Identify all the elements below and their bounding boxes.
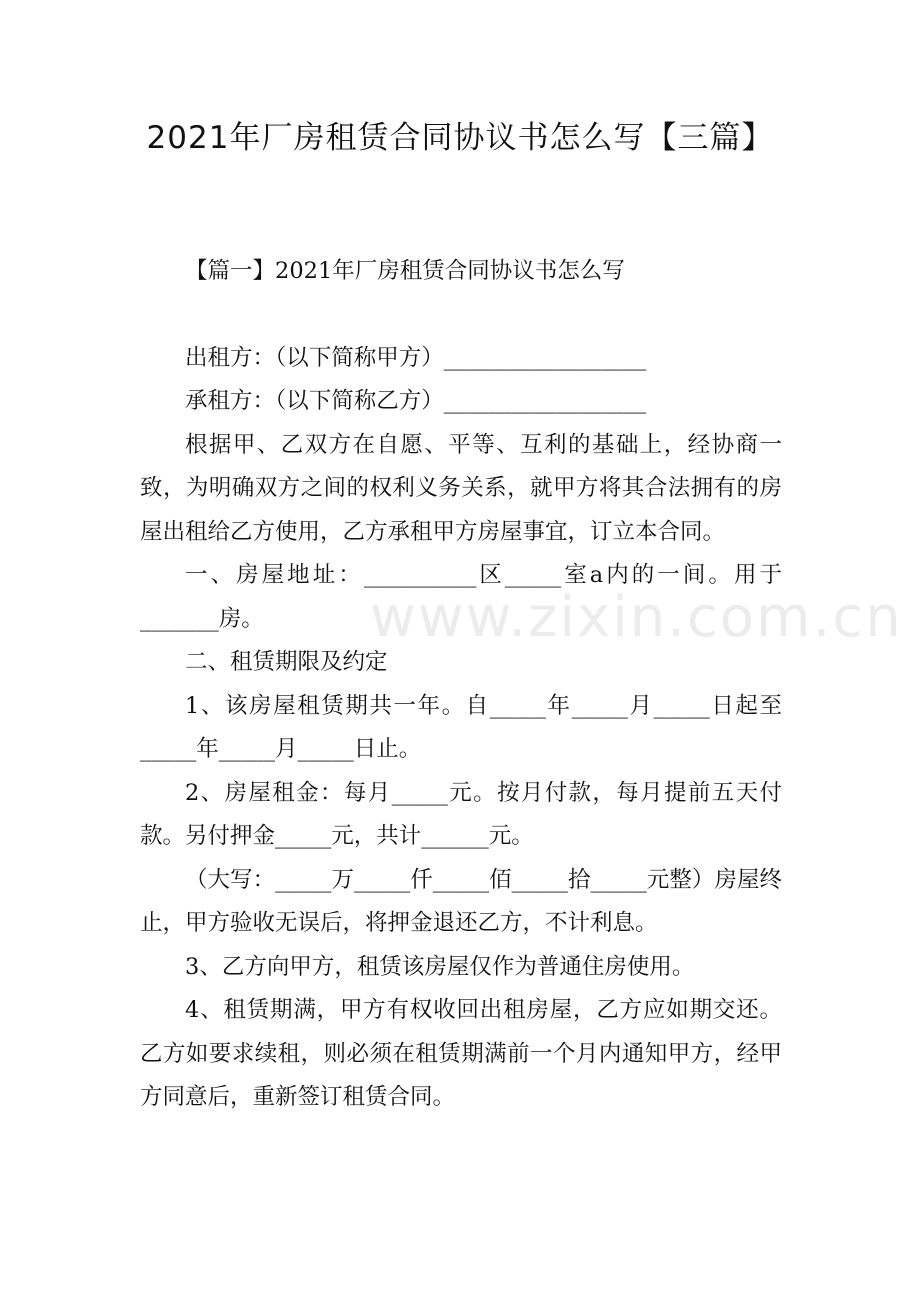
- paragraph-lessor: 出租方：（以下简称甲方）__________________: [185, 344, 647, 371]
- paragraph-term-heading: 二、租赁期限及约定: [185, 649, 388, 675]
- paragraph-usage: 3、乙方向甲方，租赁该房屋仅作为普通住房使用。: [185, 953, 695, 980]
- document-title: 2021年厂房租赁合同协议书怎么写【三篇】: [146, 120, 774, 156]
- document-body: [140, 250, 782, 1120]
- paragraph-deposit: （大写：_____万_____仟_____佰_____拾_____元整）房屋终止，甲方验收无误后，将押金退还乙方，不计利息。: [140, 866, 782, 936]
- paragraph-rent: 2、房屋租金：每月_____元。按月付款，每月提前五天付款。另付押金_____元，共计______元。: [140, 779, 782, 849]
- watermark: www.zixin.com.cn: [370, 585, 903, 650]
- paragraph-renewal: 4、租赁期满，甲方有权收回出租房屋，乙方应如期交还。乙方如要求续租，则必须在租赁期满前一个月内通知甲方，经甲方同意后，重新签订租赁合同。: [140, 997, 782, 1110]
- paragraph-preamble: 根据甲、乙双方在自愿、平等、互利的基础上，经协商一致，为明确双方之间的权利义务关系，就甲方将其合法拥有的房屋出租给乙方使用，乙方承租甲方房屋事宜，订立本合同。: [140, 431, 782, 545]
- section-heading: 【篇一】2021年厂房租赁合同协议书怎么写: [185, 258, 625, 284]
- paragraph-term: 1、该房屋租赁期共一年。自_____年_____月_____日起至_____年_____月_____日止。: [140, 692, 782, 762]
- paragraph-lessee: 承租方：（以下简称乙方）__________________: [185, 388, 647, 414]
- paragraph-address: 一、房屋地址：__________区_____室a内的一间。用于_______房。: [140, 562, 782, 632]
